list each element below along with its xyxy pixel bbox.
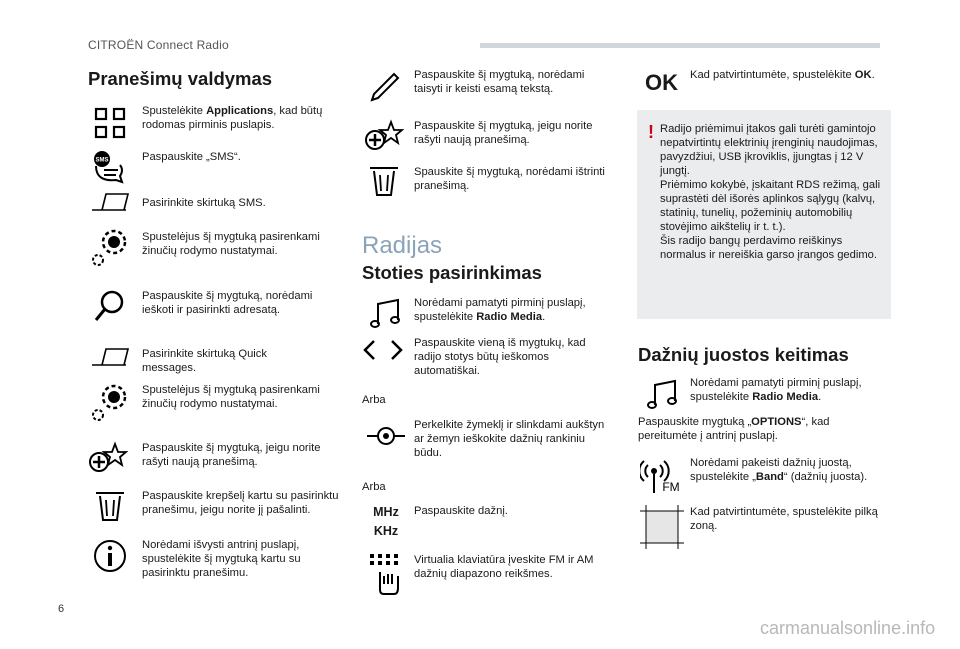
watermark: carmanualsonline.info bbox=[760, 618, 936, 638]
band-item: Norėdami pakeisti dažnių juostą, spustelėkite „Band“ (dažnių juosta). bbox=[690, 457, 868, 483]
heading-messages: Pranešimų valdymas bbox=[88, 68, 273, 89]
frequency-item: Paspauskite dažnį. bbox=[414, 505, 508, 517]
mhz-khz-icon: MHz KHz bbox=[373, 505, 399, 538]
keypad-item: Virtualia klaviatūra įveskite FM ir AM dažnių diapazono reikšmes. bbox=[414, 554, 594, 580]
manual-search-item: Perkelkite žymeklį ir slinkdami aukštyn ar žemyn ieškokite dažnių rankiniu būdu. bbox=[414, 419, 605, 459]
new-msg-item: Paspauskite šį mygtuką, jeigu norite rašyti naują pranešimą. bbox=[414, 120, 593, 146]
add-favorite-icon bbox=[88, 440, 128, 476]
radio-media-item: Norėdami pamatyti pirminį puslapį, spustelėkite Radio Media. bbox=[414, 297, 586, 323]
heading-band-change: Dažnių juostos keitimas bbox=[638, 344, 849, 365]
msg-item-2: Paspauskite „SMS“. bbox=[142, 151, 241, 163]
grey-zone-icon bbox=[640, 505, 684, 549]
page-number: 6 bbox=[58, 603, 65, 615]
warning-text: Radijo priėmimui įtakos gali turėti gamintojo nepatvirtintų elektrinių įrenginių naudojimas, pavyzdžiui, USB įkroviklis, įjungtas į 12 V jungtį. Priėmimo kokybė, įskaitant RDS režimą, gali suprastėti dėl išorės aplinkos sąlygų (kalvų, statinių, tunelių, požeminių automobilių stovėjimo aikštelių ir t. t.). Šis radijo bangų perdavimo reiškinys normalus ir nereiškia garso įrangos gedimo. bbox=[660, 123, 881, 261]
msg-item-3: Pasirinkite skirtuką SMS. bbox=[142, 197, 266, 209]
grey-zone-item: Kad patvirtintumėte, spustelėkite pilką zoną. bbox=[690, 506, 878, 532]
or-label-2: Arba bbox=[362, 481, 386, 493]
radio-fm-icon bbox=[640, 455, 684, 495]
msg-item-5: Paspauskite šį mygtuką, norėdami ieškoti ir pasirinkti adresatą. bbox=[142, 290, 313, 316]
section-title-radio: Radijas bbox=[362, 232, 443, 259]
msg-item-10: Norėdami išvysti antrinį puslapį, spustelėkite šį mygtuką kartu su pasirinktu pranešimu. bbox=[142, 539, 301, 579]
msg-item-9: Paspauskite krepšelį kartu su pasirinktu pranešimu, jeigu norite jį pašalinti. bbox=[142, 490, 339, 516]
running-header: CITROËN Connect Radio bbox=[88, 38, 229, 52]
msg-item-4: Spustelėjus šį mygtuką pasirenkami žinučių rodymo nustatymai. bbox=[142, 231, 320, 257]
svg-text:SMS: SMS bbox=[95, 157, 109, 164]
heading-station-selection: Stoties pasirinkimas bbox=[362, 262, 542, 283]
search-icon bbox=[92, 288, 128, 324]
band-radio-media-item: Norėdami pamatyti pirminį puslapį, spustelėkite Radio Media. bbox=[690, 377, 862, 403]
ok-icon: OK bbox=[645, 70, 678, 95]
delete-msg-item: Spauskite šį mygtuką, norėdami ištrinti pranešimą. bbox=[414, 166, 605, 192]
apps-grid-icon bbox=[92, 105, 128, 141]
msg-item-7: Spustelėjus šį mygtuką pasirenkami žinučių rodymo nustatymai. bbox=[142, 384, 320, 410]
edit-text-item: Paspauskite šį mygtuką, norėdami taisyti ir keisti esamą tekstą. bbox=[414, 69, 585, 95]
trash-icon bbox=[366, 163, 402, 199]
chevrons-icon bbox=[362, 338, 404, 362]
keypad-icon bbox=[368, 552, 404, 596]
sms-bubble-icon bbox=[90, 148, 126, 184]
fm-label: FM bbox=[662, 480, 680, 494]
add-favorite-icon bbox=[364, 118, 404, 154]
auto-search-item: Paspauskite vieną iš mygtukų, kad radijo stotys būtų ieškomos automatiškai. bbox=[414, 337, 586, 377]
header-rule bbox=[480, 43, 880, 48]
settings-gears-icon bbox=[90, 228, 130, 268]
pencil-icon bbox=[366, 70, 402, 106]
music-note-icon bbox=[645, 377, 681, 413]
info-icon bbox=[92, 538, 128, 574]
tab-icon bbox=[90, 190, 130, 214]
music-note-icon bbox=[368, 296, 404, 332]
msg-item-1: Spustelėkite Applications, kad būtų rodomas pirminis puslapis. bbox=[142, 105, 323, 131]
trash-icon bbox=[92, 488, 128, 524]
ok-confirm-item: Kad patvirtintumėte, spustelėkite OK. bbox=[690, 69, 875, 81]
settings-gears-icon bbox=[90, 383, 130, 423]
slider-icon bbox=[366, 421, 406, 451]
options-item: Paspauskite mygtuką „OPTIONS“, kad pereitumėte į antrinį puslapį. bbox=[638, 416, 830, 442]
tab-icon bbox=[90, 345, 130, 369]
msg-item-6: Pasirinkite skirtuką Quick messages. bbox=[142, 348, 267, 374]
warning-exclamation-icon: ! bbox=[648, 122, 654, 142]
or-label-1: Arba bbox=[362, 394, 386, 406]
msg-item-8: Paspauskite šį mygtuką, jeigu norite rašyti naują pranešimą. bbox=[142, 442, 321, 468]
